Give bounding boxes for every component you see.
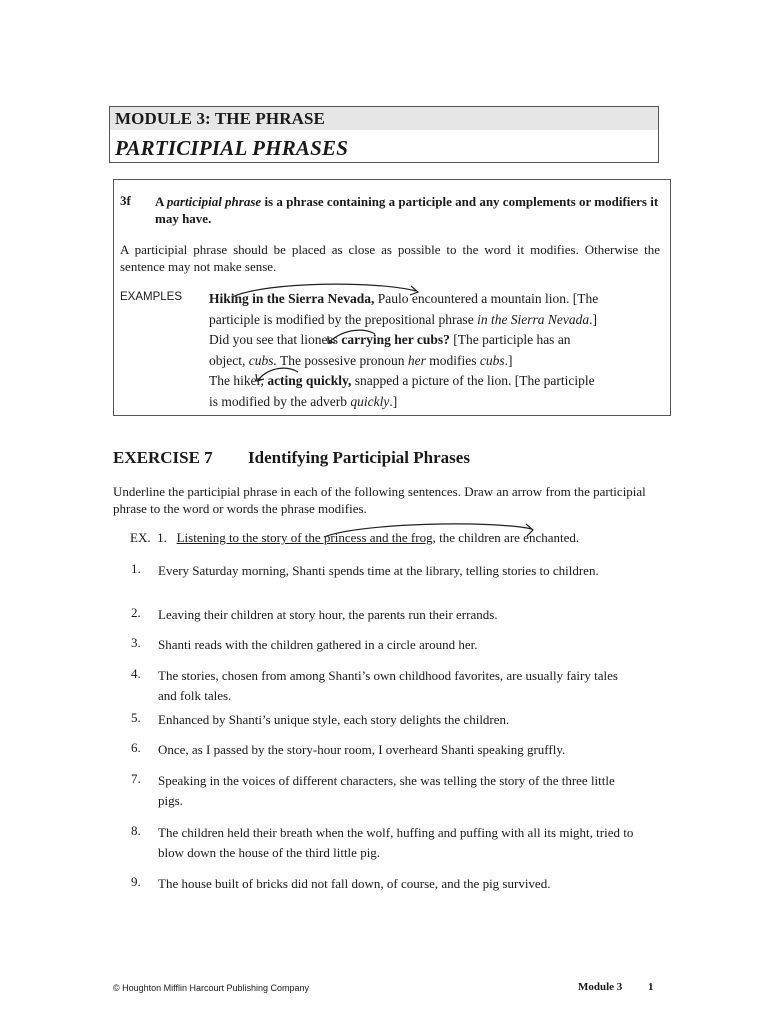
exercise-number: EXERCISE 7	[113, 448, 213, 467]
exercise-title: Identifying Participial Phrases	[248, 448, 470, 467]
example-phrase: acting quickly,	[267, 373, 352, 388]
rule-note: A participial phrase should be placed as close as possible to the word it modifies. Otherwise the sentence may not make sense.	[120, 242, 660, 274]
example-text: snapped a picture of the lion. [The participle	[351, 373, 595, 388]
example-text: The hiker,	[209, 373, 268, 388]
section-title: PARTICIPIAL PHRASES	[115, 136, 349, 160]
example-text: modifies	[425, 352, 480, 368]
example-text: participle is modified by the prepositional phrase	[209, 311, 478, 327]
item-sentence: Speaking in the voices of different characters, she was telling the story of the three little pigs.	[158, 773, 615, 808]
item-number: 6.	[131, 740, 141, 755]
rule-statement-pre: A	[155, 194, 167, 209]
examples-label: EXAMPLES	[120, 291, 182, 303]
item-number: 7.	[131, 771, 141, 786]
item-number: 1.	[131, 561, 141, 576]
item-number: 2.	[131, 605, 141, 620]
example-label: EX.	[130, 530, 151, 545]
example-text: .]	[589, 311, 598, 327]
example-italic: cubs.	[248, 352, 277, 368]
item-sentence: The stories, chosen from among Shanti’s own childhood favorites, are usually fairy tales and folk tales.	[158, 668, 618, 703]
item-sentence: Shanti reads with the children gathered in a circle around her.	[158, 637, 478, 652]
example-phrase: Hiking in the Sierra Nevada,	[209, 291, 375, 306]
rule-statement-post: is a phrase containing a participle and any complements or modifiers it may have.	[155, 194, 659, 226]
item-sentence: The house built of bricks did not fall down, of course, and the pig survived.	[158, 876, 551, 891]
rule-statement	[155, 193, 660, 227]
example-rest: , the children are enchanted.	[432, 530, 580, 545]
page-number: 1	[648, 981, 654, 993]
rule-term: participial phrase	[166, 194, 262, 209]
example-text: [The participle has an	[449, 332, 571, 347]
item-sentence: Once, as I passed by the story-hour room, I overheard Shanti speaking gruffly.	[158, 742, 566, 757]
item-number: 9.	[131, 874, 141, 889]
example-line	[209, 310, 659, 331]
example-text: is modified by the adverb	[209, 393, 351, 409]
example-underlined-phrase: Listening to the story of the princess and the frog	[176, 530, 433, 545]
item-number: 3.	[131, 635, 141, 650]
item-sentence: Every Saturday morning, Shanti spends time at the library, telling stories to children.	[158, 563, 599, 578]
item-sentence: The children held their breath when the wolf, huffing and puffing with all its might, tried to blow down the house of the third little pig.	[158, 825, 634, 860]
example-italic: her	[407, 352, 426, 368]
item-number: 5.	[131, 710, 141, 725]
example-number: 1.	[157, 530, 167, 545]
example-text: object,	[209, 352, 249, 368]
example-text: .]	[504, 352, 513, 368]
exercise-example	[130, 530, 579, 546]
rule-number: 3f	[120, 193, 131, 208]
examples-block	[209, 289, 659, 412]
item-number: 8.	[131, 823, 141, 838]
example-text: Did you see that lioness	[209, 332, 342, 347]
example-line	[209, 330, 659, 351]
example-italic: in the Sierra Nevada	[477, 311, 590, 327]
item-number: 4.	[131, 666, 141, 681]
item-sentence: Leaving their children at story hour, the parents run their errands.	[158, 607, 498, 622]
item-sentence: Enhanced by Shanti’s unique style, each story delights the children.	[158, 712, 510, 727]
example-text: .]	[389, 393, 398, 409]
copyright-notice: © Houghton Mifflin Harcourt Publishing Company	[113, 983, 310, 993]
module-header-box	[109, 106, 659, 163]
example-text: The possesive pronoun	[276, 352, 408, 368]
exercise-instructions: Underline the participial phrase in each of the following sentences. Draw an arrow from the participial phrase to the word or words the phrase modifies.	[113, 484, 646, 516]
module-title: MODULE 3: THE PHRASE	[110, 107, 658, 130]
example-text: Paulo encountered a mountain lion. [The	[374, 291, 599, 306]
example-line	[209, 289, 659, 310]
example-line	[209, 392, 659, 413]
example-italic: quickly	[350, 393, 390, 409]
example-line	[209, 351, 659, 372]
example-line	[209, 371, 659, 392]
example-italic: cubs	[479, 352, 505, 368]
example-phrase: carrying her cubs?	[341, 332, 450, 347]
footer-module-label: Module 3	[578, 981, 623, 993]
